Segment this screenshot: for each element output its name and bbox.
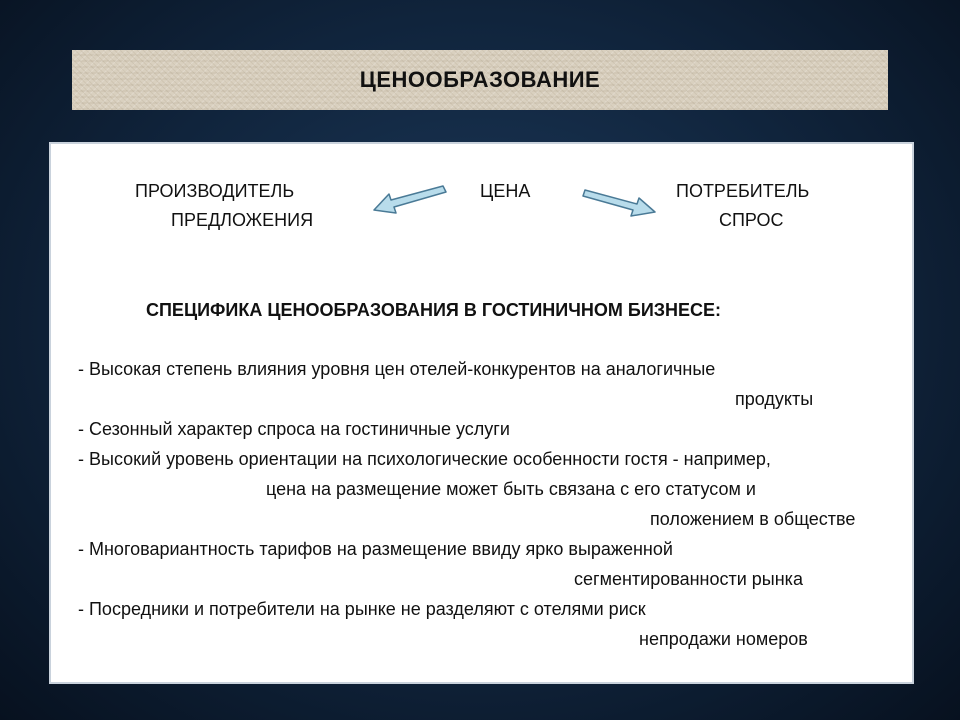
page-title: ЦЕНООБРАЗОВАНИЕ <box>359 67 601 92</box>
title-bar <box>72 50 888 110</box>
list-item-1-line2: продукты <box>735 389 814 409</box>
content-panel <box>49 142 914 684</box>
list-item-4-line2: сегментированности рынка <box>574 569 803 589</box>
arrow-left-shape <box>374 186 446 213</box>
supply-label: ПРЕДЛОЖЕНИЯ <box>171 210 314 230</box>
list-item-3-line2: цена на размещение может быть связана с его статусом и <box>266 479 756 499</box>
list-item-3-line3: положением в обществе <box>650 509 856 529</box>
list-item-5-line2: непродажи номеров <box>639 629 808 649</box>
list-item-4-line1: - Многовариантность тарифов на размещение ввиду ярко выраженной <box>78 539 673 559</box>
price-label: ЦЕНА <box>480 181 531 201</box>
arrow-right-icon <box>581 184 661 224</box>
list-item-3-line1: - Высокий уровень ориентации на психологические особенности гостя - например, <box>78 449 771 469</box>
arrow-left-icon <box>369 180 449 220</box>
consumer-label: ПОТРЕБИТЕЛЬ <box>676 181 810 201</box>
demand-label: СПРОС <box>719 210 784 230</box>
list-item-5-line1: - Посредники и потребители на рынке не разделяют с отелями риск <box>78 599 646 619</box>
list-item-2-line1: - Сезонный характер спроса на гостиничные услуги <box>78 419 510 439</box>
producer-label: ПРОИЗВОДИТЕЛЬ <box>135 181 295 201</box>
list-item-1-line1: - Высокая степень влияния уровня цен отелей-конкурентов на аналогичные <box>78 359 716 379</box>
section-subtitle: СПЕЦИФИКА ЦЕНООБРАЗОВАНИЯ В ГОСТИНИЧНОМ БИЗНЕСЕ: <box>146 300 722 320</box>
arrow-right-shape <box>583 190 655 216</box>
